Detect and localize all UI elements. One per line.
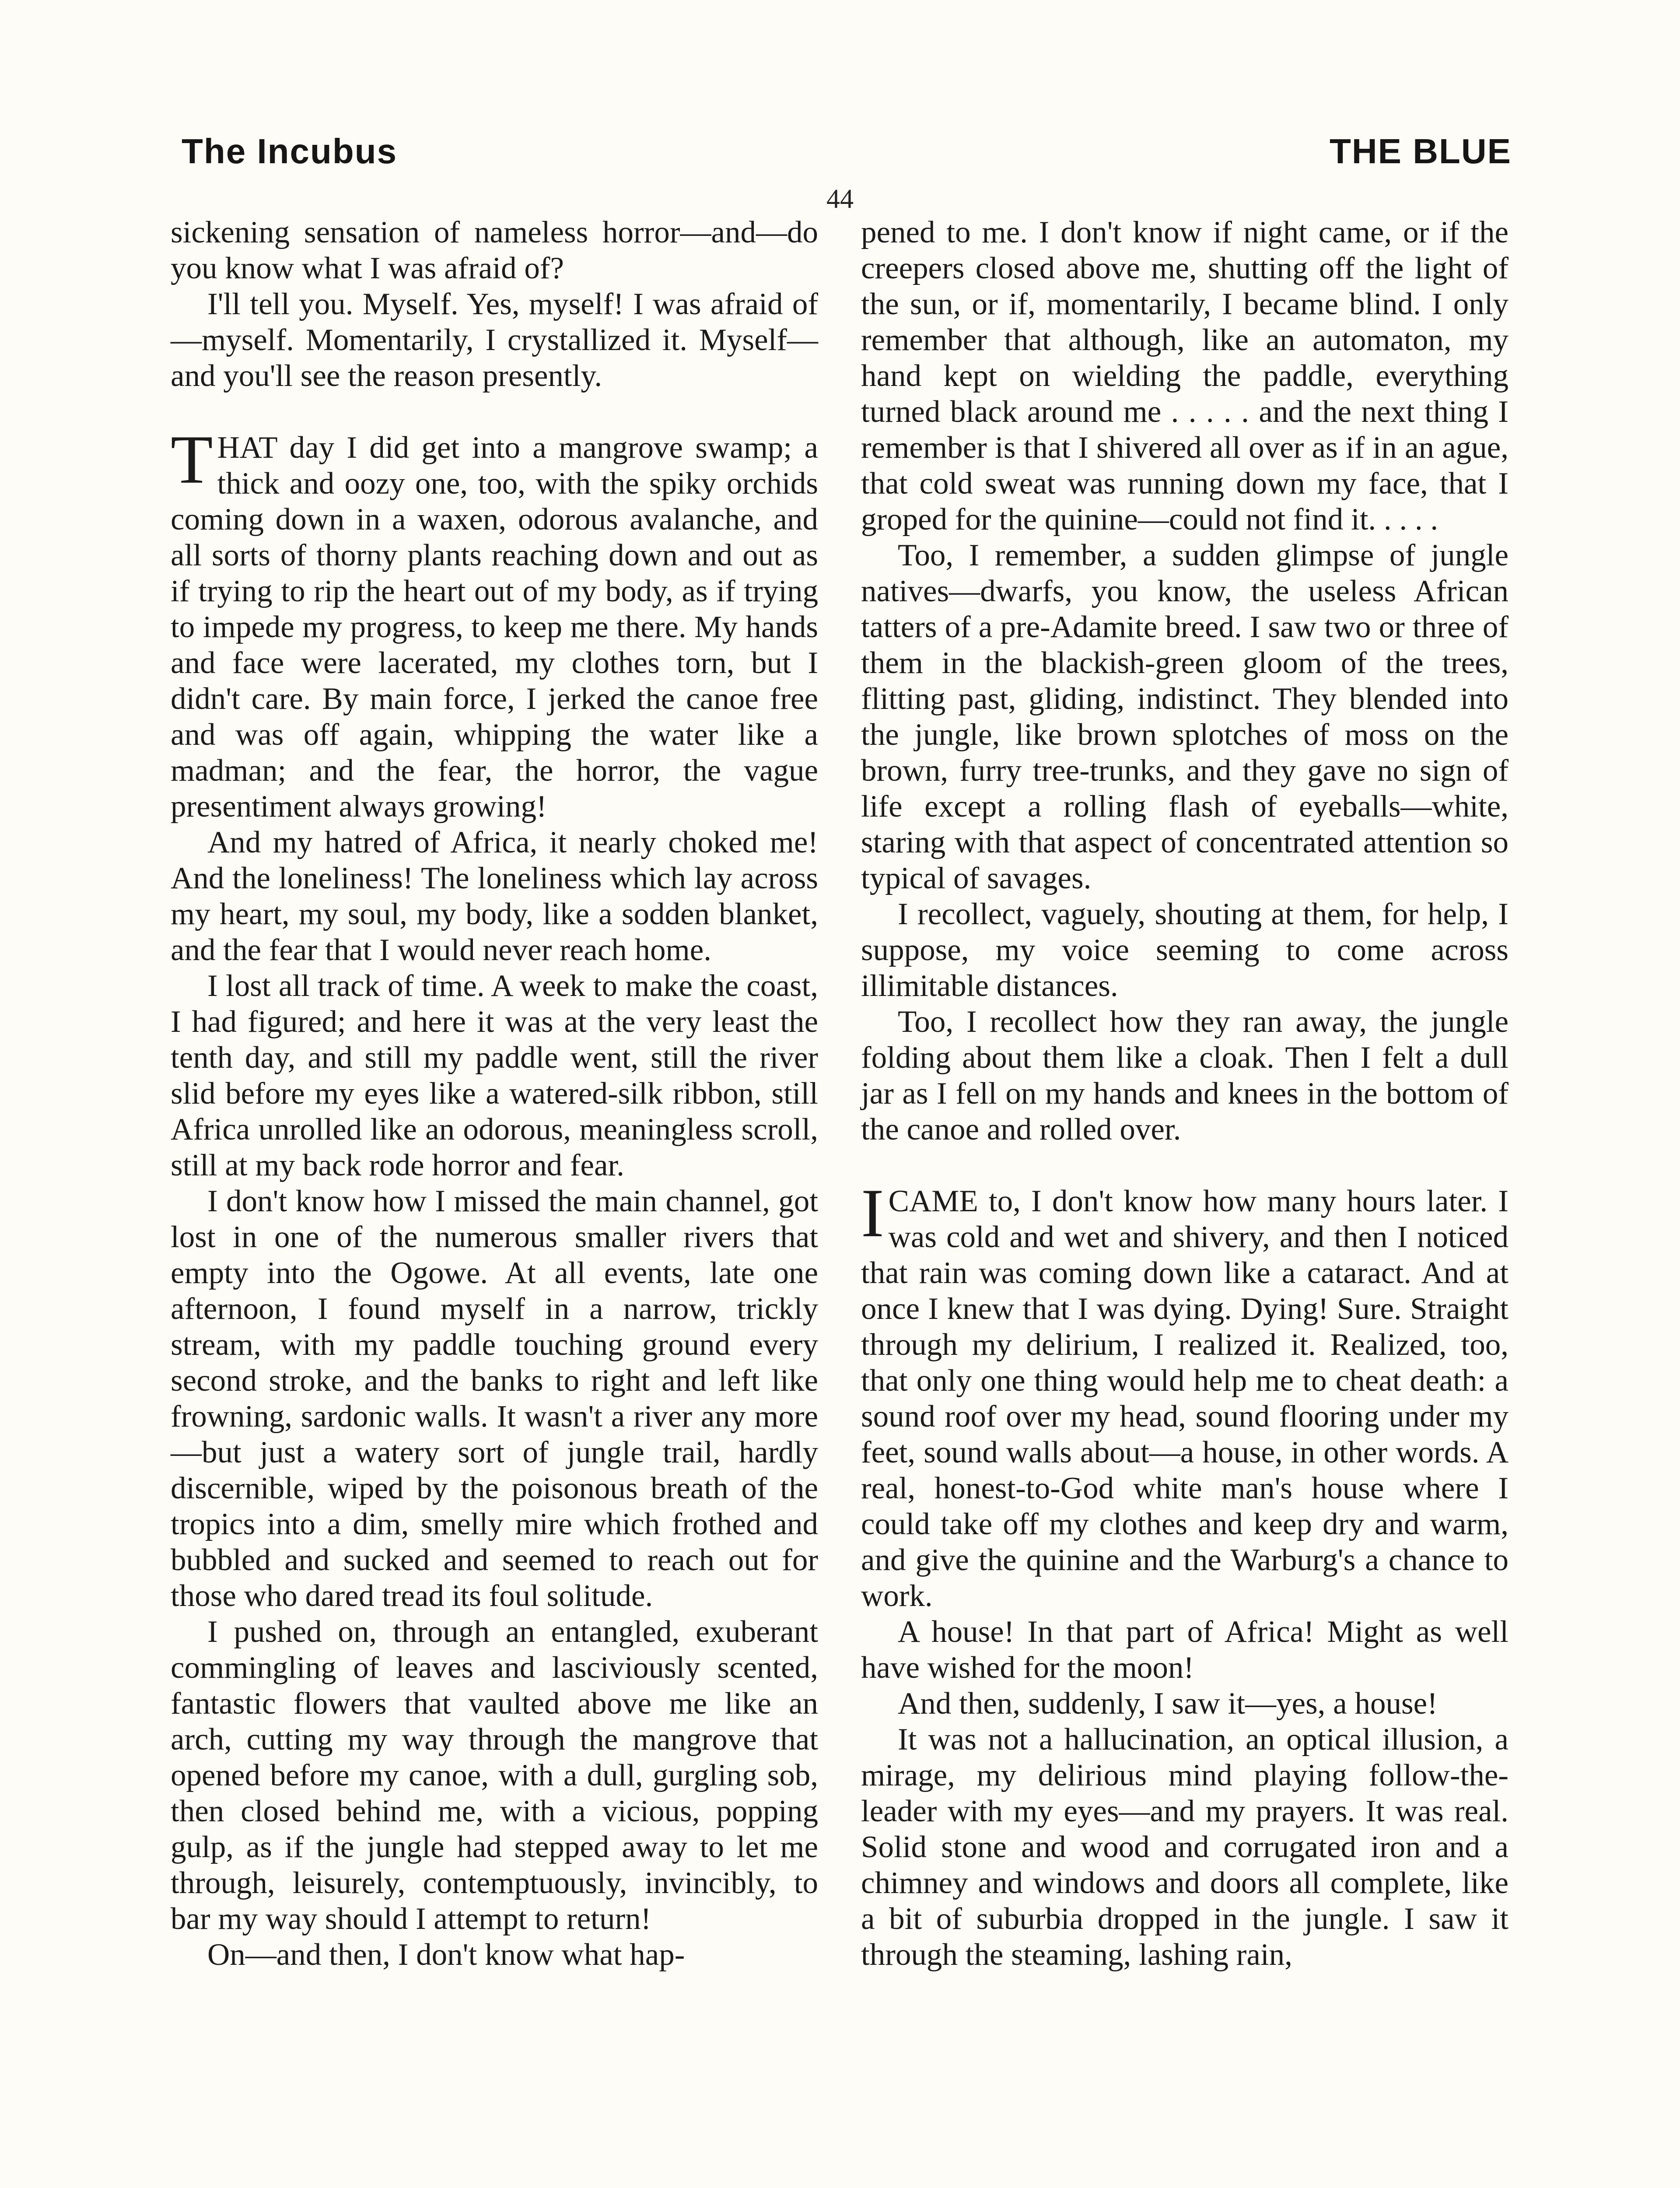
paragraph: And my hatred of Africa, it nearly choked me! And the loneliness! The loneliness which lay across my heart, my soul, my body, like a sodden blanket, and the fear that I would never reach home. [171, 825, 818, 967]
running-title-right: THE BLUE [1330, 132, 1512, 171]
paragraph: I recollect, vaguely, shouting at them, for help, I suppose, my voice seeming to come across illimitable distances. [861, 897, 1508, 1003]
right-text-column [861, 214, 1508, 1973]
drop-cap: T [171, 421, 213, 498]
paragraph: On—and then, I don't know what hap- [207, 1938, 685, 1972]
paragraph: sickening sensation of nameless horror—and—do you know what I was afraid of? [171, 215, 818, 285]
paragraph: I don't know how I missed the main channel, got lost in one of the numerous smaller rivers that empty into the Ogowe. At all events, late one afternoon, I found myself in a narrow, trickly stream, with my paddle touching ground every second stroke, and the banks to right and left like frowning, sardonic walls. It wasn't a river any more—but just a watery sort of jungle trail, hardly discernible, wiped by the poisonous breath of the tropics into a dim, smelly mire which frothed and bubbled and sucked and seemed to reach out for those who dared tread its foul solitude. [171, 1184, 818, 1613]
paragraph: I lost all track of time. A week to make the coast, I had figured; and here it was at the very least the tenth day, and still my paddle went, still the river slid before my eyes like a watered-silk ribbon, still Africa unrolled like an odorous, meaningless scroll, still at my back rode horror and fear. [171, 969, 818, 1182]
running-title-left: The Incubus [182, 132, 398, 171]
paragraph: I pushed on, through an entangled, exuberant commingling of leaves and lasciviously scented, fantastic flowers that vaulted above me like an arch, cutting my way through the mangrove that opened before my canoe, with a dull, gurgling sob, then closed behind me, with a vicious, popping gulp, as if the jungle had stepped away to let me through, leisurely, contemptuously, invincibly, to bar my way should I attempt to return! [171, 1615, 818, 1936]
paragraph: It was not a hallucination, an optical illusion, a mirage, my delirious mind playing follow-the-leader with my eyes—and my prayers. It was real. Solid stone and wood and corrugated iron and a chimney and windows and doors all complete, like a bit of suburbia dropped in the jungle. I saw it through the steaming, lashing rain, [861, 1722, 1508, 1972]
section-paragraph [171, 421, 818, 824]
paragraph: A house! In that part of Africa! Might as well have wished for the moon! [861, 1615, 1508, 1685]
paragraph: pened to me. I don't know if night came, or if the creepers closed above me, shutting off the light of the sun, or if, momentarily, I became blind. I only remember that although, like an automaton, my hand kept on wielding the paddle, everything turned black around me . . . . . and the next thing I remember is that I shivered all over as if in an ague, that cold sweat was running down my face, that I groped for the quinine—could not find it. . . . . [861, 215, 1508, 536]
section-paragraph [861, 1175, 1508, 1614]
drop-cap: I [861, 1175, 884, 1252]
paragraph: And then, suddenly, I saw it—yes, a house! [898, 1687, 1438, 1721]
left-text-column [171, 214, 818, 1973]
paragraph-text: CAME to, I don't know how many hours later. I was cold and wet and shivery, and then I noticed that rain was coming down like a cataract. And at once I knew that I was dying. Dying! Sure. Straight through my delirium, I realized it. Realized, too, that only one thing would help me to cheat death: a sound roof over my head, sound flooring under my feet, sound walls about—a house, in other words. A real, honest-to-God white man's house where I could take off my clothes and keep dry and warm, and give the quinine and the Warburg's a chance to work. [861, 1184, 1508, 1613]
paragraph: Too, I recollect how they ran away, the jungle folding about them like a cloak. Then I felt a dull jar as I fell on my hands and knees in the bottom of the canoe and rolled over. [861, 1005, 1508, 1147]
paragraph: Too, I remember, a sudden glimpse of jungle natives—dwarfs, you know, the useless African tatters of a pre-Adamite breed. I saw two or three of them in the blackish-green gloom of the trees, flitting past, gliding, indistinct. They blended into the jungle, like brown splotches of moss on the brown, furry tree-trunks, and they gave no sign of life except a rolling flash of eyeballs—white, staring with that aspect of concentrated attention so typical of savages. [861, 538, 1508, 895]
paragraph: I'll tell you. Myself. Yes, myself! I was afraid of—myself. Momentarily, I crystallized it. Myself—and you'll see the reason presently. [171, 287, 818, 393]
paragraph-text: HAT day I did get into a mangrove swamp; a thick and oozy one, too, with the spiky orchids coming down in a waxen, odorous avalanche, and all sorts of thorny plants reaching down and out as if trying to rip the heart out of my body, as if trying to impede my progress, to keep me there. My hands and face were lacerated, my clothes torn, but I didn't care. By main force, I jerked the canoe free and was off again, whipping the water like a madman; and the fear, the horror, the vague presentiment always growing! [171, 431, 818, 824]
page-number: 44 [826, 184, 854, 214]
